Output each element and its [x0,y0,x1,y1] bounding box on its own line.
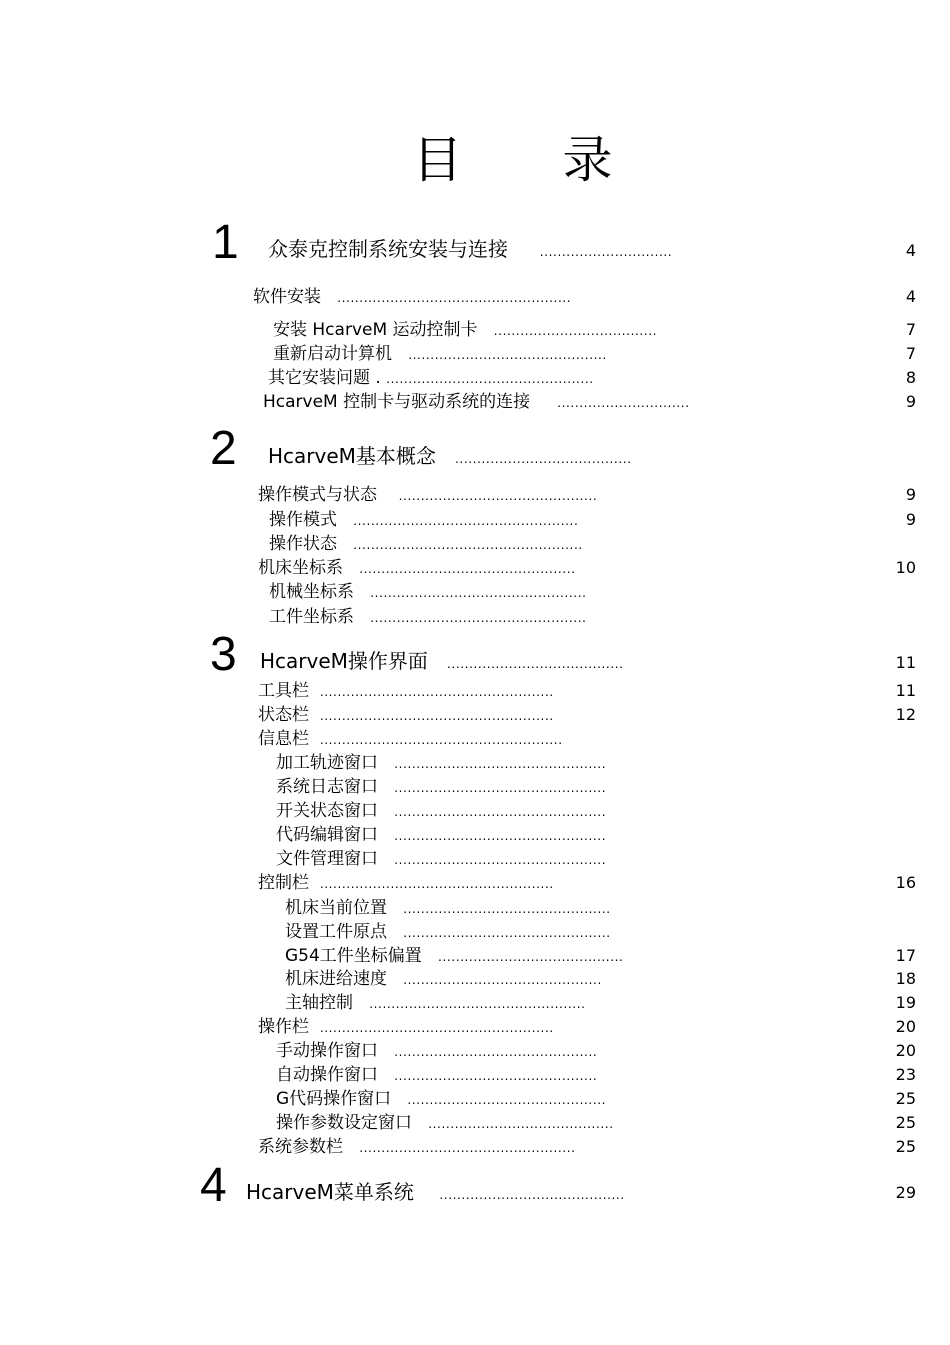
toc-entry-page: 16 [895,873,916,892]
toc-entry[interactable] [258,1134,576,1160]
chapter-number: 1 [212,216,239,269]
toc-entry-label: 其它安装问题 . [268,368,381,388]
chapter-title[interactable] [246,1177,625,1207]
leader-dots: ..................................................... [319,877,554,891]
toc-entry-label: G代码操作窗口 [276,1089,392,1109]
leader-dots: .......................................... [439,1188,625,1202]
toc-entry[interactable] [258,555,576,581]
leader-dots: .......................................... [428,1117,614,1131]
leader-dots: ................................................ [394,829,607,843]
toc-entry-label: 自动操作窗口 [276,1065,378,1085]
leader-dots: ................................................ [394,805,607,819]
toc-entry-label: 信息栏 [258,729,309,749]
toc-entry-label: 系统参数栏 [258,1137,343,1157]
toc-entry[interactable] [258,1014,554,1040]
chapter-title-text: HcarveM操作界面 [260,649,428,673]
toc-entry-label: 操作栏 [258,1017,309,1037]
chapter-page-number: 11 [895,653,916,672]
toc-entry[interactable] [269,507,578,533]
toc-entry[interactable] [276,1110,614,1136]
toc-entry-label: 工具栏 [258,681,309,701]
toc-entry-page: 11 [895,681,916,700]
leader-dots: ..................................................... [337,291,572,305]
leader-dots: ............................................. [407,1093,607,1107]
toc-entry-page: 25 [895,1089,916,1108]
leader-dots: ........................................ [455,452,632,466]
toc-entry[interactable] [258,870,554,896]
leader-dots: ................................................. [370,611,587,625]
toc-entry-label: 设置工件原点 [285,922,387,942]
toc-entry-page: 20 [895,1041,916,1060]
toc-entry-label: 机床当前位置 [285,898,387,918]
toc-entry-label: 手动操作窗口 [276,1041,378,1061]
toc-entry[interactable] [285,895,611,921]
leader-dots: .............................. [557,396,690,410]
toc-entry[interactable] [258,678,554,704]
toc-entry-page: 9 [905,392,916,411]
chapter-title-text: HcarveM菜单系统 [246,1180,414,1204]
leader-dots: ................................................ [394,757,607,771]
toc-entry[interactable] [285,966,602,992]
toc-entry[interactable] [276,822,606,848]
chapter-number: 4 [200,1159,227,1212]
toc-entry[interactable] [285,990,586,1016]
toc-entry-label: 软件安装 [253,287,321,307]
toc-entry-label: 重新启动计算机 [273,344,392,364]
toc-entry-page: 8 [905,368,916,387]
toc-entry-label: 文件管理窗口 [276,849,378,869]
chapter-title[interactable] [260,646,624,676]
toc-entry-label: 安装 HcarveM 运动控制卡 [273,320,478,340]
leader-dots: ....................................................... [319,733,563,747]
toc-entry[interactable] [276,798,606,824]
leader-dots: ........................................ [447,657,624,671]
toc-entry[interactable] [276,774,606,800]
title-char-right: 录 [562,131,613,189]
page-title [0,128,950,192]
leader-dots: .................................................... [353,538,583,552]
leader-dots: ............................................. [398,489,598,503]
toc-entry-label: HcarveM 控制卡与驱动系统的连接 [263,392,531,412]
toc-entry[interactable] [263,389,690,415]
toc-entry-label: 控制栏 [258,873,309,893]
leader-dots: ..................................................... [319,685,554,699]
toc-entry[interactable] [269,531,583,557]
chapter-page-number: 29 [895,1183,916,1202]
toc-entry[interactable] [285,919,611,945]
leader-dots: ............................................... [403,926,611,940]
leader-dots: ................................................ [394,853,607,867]
toc-entry-label: 机械坐标系 [269,582,354,602]
leader-dots: .............................................. [394,1045,598,1059]
toc-entry-page: 7 [905,320,916,339]
toc-entry-label: 状态栏 [258,705,309,725]
leader-dots: ................................................... [353,514,579,528]
leader-dots: ................................................. [369,997,586,1011]
toc-entry[interactable] [276,1038,597,1064]
toc-entry-page: 4 [905,287,916,306]
leader-dots: ............................................. [408,348,607,362]
toc-entry-page: 7 [905,344,916,363]
toc-entry-label: 操作状态 [269,534,337,554]
toc-entry[interactable] [273,341,607,367]
toc-entry-page: 9 [905,485,916,504]
chapter-title[interactable] [268,234,672,264]
toc-entry-page: 25 [895,1113,916,1132]
toc-entry-label: 系统日志窗口 [276,777,378,797]
toc-entry[interactable] [258,702,554,728]
leader-dots: .............................. [539,245,673,259]
toc-entry-label: 代码编辑窗口 [276,825,378,845]
toc-entry-page: 18 [895,969,916,988]
toc-entry-page: 20 [895,1017,916,1036]
toc-entry-page: 12 [895,705,916,724]
leader-dots: ............................................... [403,902,611,916]
toc-entry[interactable] [258,482,597,508]
leader-dots: .............................................. [394,1069,598,1083]
toc-entry-label: 操作参数设定窗口 [276,1113,412,1133]
title-char-left: 目 [412,131,463,189]
leader-dots: ..................................................... [319,709,554,723]
leader-dots: ............................................... [386,372,594,386]
toc-entry-label: 操作模式 [269,510,337,530]
chapter-title-text: HcarveM基本概念 [268,444,436,468]
toc-entry[interactable] [276,846,606,872]
toc-entry-label: 工件坐标系 [269,607,354,627]
chapter-title-text: 众泰克控制系统安装与连接 [268,237,508,261]
toc-entry[interactable] [268,365,594,391]
chapter-title[interactable] [268,441,632,471]
leader-dots: ................................................. [359,1141,576,1155]
toc-entry-page: 9 [905,510,916,529]
toc-entry-label: G54工件坐标偏置 [285,946,422,966]
toc-entry-page: 19 [895,993,916,1012]
toc-entry-label: 机床进给速度 [285,969,387,989]
leader-dots: ..................................... [493,324,658,338]
toc-entry-page: 25 [895,1137,916,1156]
chapter-number: 3 [210,628,237,681]
toc-entry[interactable] [276,1086,606,1112]
leader-dots: ................................................. [359,562,576,576]
toc-entry-label: 机床坐标系 [258,558,343,578]
toc-entry[interactable] [273,317,657,343]
toc-entry-label: 主轴控制 [285,993,353,1013]
toc-entry-label: 开关状态窗口 [276,801,378,821]
leader-dots: ..................................................... [319,1021,554,1035]
toc-entry-page: 23 [895,1065,916,1084]
toc-entry[interactable] [276,1062,597,1088]
leader-dots: ............................................. [403,973,602,987]
toc-entry[interactable] [276,750,606,776]
chapter-number: 2 [210,422,237,475]
leader-dots: .......................................... [438,950,624,964]
toc-entry[interactable] [253,284,571,310]
toc-entry-page: 10 [895,558,916,577]
toc-entry[interactable] [258,726,563,752]
toc-entry-page: 17 [895,946,916,965]
chapter-page-number: 4 [905,241,916,260]
toc-entry-label: 加工轨迹窗口 [276,753,378,773]
toc-entry[interactable] [269,604,587,630]
leader-dots: ................................................. [370,586,587,600]
toc-entry-label: 操作模式与状态 [258,485,377,505]
toc-entry[interactable] [269,579,587,605]
leader-dots: ................................................ [394,781,607,795]
